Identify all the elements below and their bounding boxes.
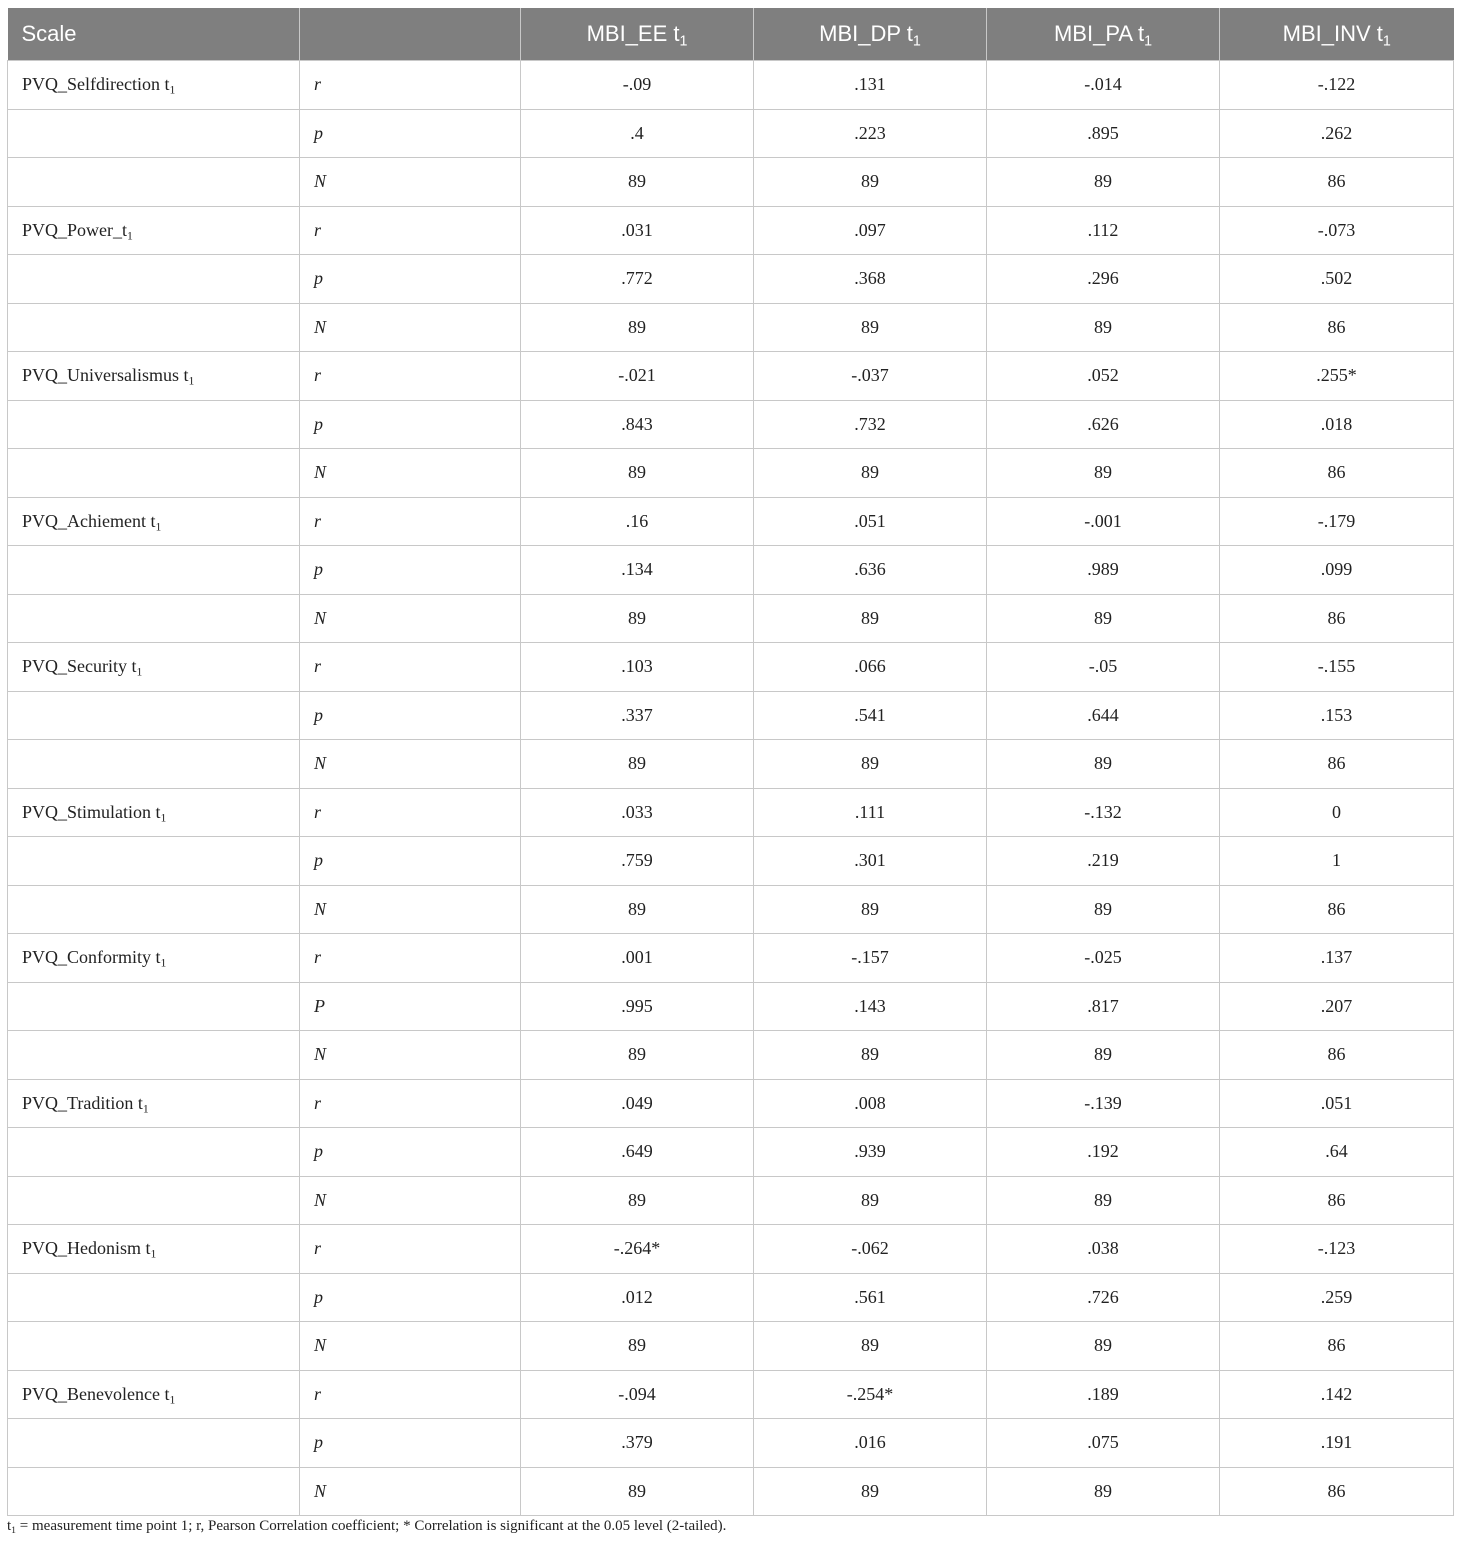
value-cell: 89 xyxy=(521,158,754,207)
table-row xyxy=(8,740,1454,789)
table-row xyxy=(8,1273,1454,1322)
scale-cell xyxy=(8,303,300,352)
scale-cell xyxy=(8,885,300,934)
scale-cell xyxy=(8,788,300,837)
value-cell: .112 xyxy=(987,206,1220,255)
value-cell: .644 xyxy=(987,691,1220,740)
table-row xyxy=(8,1031,1454,1080)
scale-cell xyxy=(8,449,300,498)
value-cell: .052 xyxy=(987,352,1220,401)
value-cell: .137 xyxy=(1220,934,1454,983)
table-row xyxy=(8,885,1454,934)
scale-cell xyxy=(8,1031,300,1080)
value-cell: .259 xyxy=(1220,1273,1454,1322)
value-cell: 89 xyxy=(754,885,987,934)
scale-cell xyxy=(8,1322,300,1371)
value-cell: 89 xyxy=(987,740,1220,789)
stat-label: r xyxy=(300,352,521,401)
value-cell: .368 xyxy=(754,255,987,304)
value-cell: .192 xyxy=(987,1128,1220,1177)
table-row xyxy=(8,1079,1454,1128)
correlation-table-container xyxy=(7,8,1453,1516)
stat-label: r xyxy=(300,1079,521,1128)
scale-cell xyxy=(8,837,300,886)
table-row xyxy=(8,1225,1454,1274)
value-cell: -.122 xyxy=(1220,61,1454,110)
value-cell: .262 xyxy=(1220,109,1454,158)
value-cell: -.025 xyxy=(987,934,1220,983)
value-cell: .189 xyxy=(987,1370,1220,1419)
table-row xyxy=(8,206,1454,255)
scale-label: PVQ_Benevolence t xyxy=(22,1383,170,1404)
value-cell: -.014 xyxy=(987,61,1220,110)
scale-cell xyxy=(8,109,300,158)
value-cell: .732 xyxy=(754,400,987,449)
value-cell: -.05 xyxy=(987,643,1220,692)
value-cell: .219 xyxy=(987,837,1220,886)
stat-label: r xyxy=(300,206,521,255)
table-header-row xyxy=(8,8,1454,61)
table-row xyxy=(8,449,1454,498)
stat-label: r xyxy=(300,643,521,692)
table-body xyxy=(8,61,1454,1516)
value-cell: -.155 xyxy=(1220,643,1454,692)
value-cell: 89 xyxy=(521,449,754,498)
value-cell: .012 xyxy=(521,1273,754,1322)
header-mbi-pa xyxy=(987,8,1220,61)
stat-label: p xyxy=(300,546,521,595)
table-row xyxy=(8,400,1454,449)
value-cell: 89 xyxy=(754,594,987,643)
header-mbi-ee xyxy=(521,8,754,61)
value-cell: 89 xyxy=(754,303,987,352)
table-row xyxy=(8,1322,1454,1371)
scale-cell xyxy=(8,158,300,207)
value-cell: 89 xyxy=(521,594,754,643)
value-cell: .051 xyxy=(1220,1079,1454,1128)
value-cell: -.094 xyxy=(521,1370,754,1419)
header-label: MBI_DP t xyxy=(819,21,913,46)
value-cell: .843 xyxy=(521,400,754,449)
value-cell: .16 xyxy=(521,497,754,546)
value-cell: .075 xyxy=(987,1419,1220,1468)
value-cell: 89 xyxy=(521,1176,754,1225)
value-cell: -.123 xyxy=(1220,1225,1454,1274)
scale-label: PVQ_Hedonism t xyxy=(22,1238,151,1259)
scale-subscript: 1 xyxy=(127,229,133,243)
table-row xyxy=(8,61,1454,110)
value-cell: .038 xyxy=(987,1225,1220,1274)
value-cell: .016 xyxy=(754,1419,987,1468)
scale-cell xyxy=(8,206,300,255)
table-row xyxy=(8,546,1454,595)
stat-label: r xyxy=(300,934,521,983)
value-cell: 89 xyxy=(987,1322,1220,1371)
value-cell: .143 xyxy=(754,982,987,1031)
value-cell: -.073 xyxy=(1220,206,1454,255)
scale-label: PVQ_Conformity t xyxy=(22,947,161,968)
value-cell: .636 xyxy=(754,546,987,595)
value-cell: .018 xyxy=(1220,400,1454,449)
value-cell: 89 xyxy=(754,1467,987,1516)
stat-label: p xyxy=(300,691,521,740)
header-label: MBI_EE t xyxy=(586,21,680,46)
stat-label: N xyxy=(300,1176,521,1225)
value-cell: 86 xyxy=(1220,1467,1454,1516)
stat-label: r xyxy=(300,497,521,546)
scale-cell xyxy=(8,1128,300,1177)
stat-label: P xyxy=(300,982,521,1031)
value-cell: -.157 xyxy=(754,934,987,983)
table-footnote xyxy=(7,1518,726,1535)
value-cell: 89 xyxy=(987,303,1220,352)
value-cell: .111 xyxy=(754,788,987,837)
scale-subscript: 1 xyxy=(188,374,195,388)
value-cell: 89 xyxy=(987,1467,1220,1516)
scale-label: PVQ_Achiement t xyxy=(22,510,156,531)
value-cell: .541 xyxy=(754,691,987,740)
stat-label: r xyxy=(300,1225,521,1274)
value-cell: -.021 xyxy=(521,352,754,401)
scale-cell xyxy=(8,594,300,643)
table-row xyxy=(8,788,1454,837)
scale-cell xyxy=(8,1467,300,1516)
scale-cell xyxy=(8,643,300,692)
value-cell: .817 xyxy=(987,982,1220,1031)
value-cell: 86 xyxy=(1220,1176,1454,1225)
header-mbi-dp xyxy=(754,8,987,61)
scale-cell xyxy=(8,740,300,789)
scale-cell xyxy=(8,255,300,304)
value-cell: -.001 xyxy=(987,497,1220,546)
value-cell: 86 xyxy=(1220,303,1454,352)
value-cell: 89 xyxy=(521,1031,754,1080)
value-cell: 86 xyxy=(1220,594,1454,643)
scale-cell xyxy=(8,1079,300,1128)
scale-label: PVQ_Stimulation t xyxy=(22,801,161,822)
scale-cell xyxy=(8,1419,300,1468)
value-cell: .561 xyxy=(754,1273,987,1322)
value-cell: -.139 xyxy=(987,1079,1220,1128)
stat-label: r xyxy=(300,61,521,110)
value-cell: .296 xyxy=(987,255,1220,304)
value-cell: 89 xyxy=(987,158,1220,207)
table-row xyxy=(8,643,1454,692)
value-cell: .64 xyxy=(1220,1128,1454,1177)
value-cell: 1 xyxy=(1220,837,1454,886)
value-cell: 89 xyxy=(987,594,1220,643)
value-cell: .649 xyxy=(521,1128,754,1177)
value-cell: 89 xyxy=(987,885,1220,934)
value-cell: .939 xyxy=(754,1128,987,1177)
scale-cell xyxy=(8,61,300,110)
header-subscript: 1 xyxy=(1144,33,1153,50)
table-row xyxy=(8,1128,1454,1177)
value-cell: .759 xyxy=(521,837,754,886)
stat-label: p xyxy=(300,1128,521,1177)
stat-label: N xyxy=(300,1322,521,1371)
value-cell: 86 xyxy=(1220,449,1454,498)
scale-label: PVQ_Selfdirection t xyxy=(22,74,170,95)
table-row xyxy=(8,1467,1454,1516)
table-row xyxy=(8,1176,1454,1225)
footnote-text: = measurement time point 1; r, Pearson Correlation coefficient; * Correlation is significant at the 0.05 level (2-tailed). xyxy=(16,1518,727,1534)
scale-subscript: 1 xyxy=(160,811,167,825)
value-cell: .772 xyxy=(521,255,754,304)
value-cell: .001 xyxy=(521,934,754,983)
value-cell: 0 xyxy=(1220,788,1454,837)
scale-cell xyxy=(8,546,300,595)
value-cell: 86 xyxy=(1220,1322,1454,1371)
value-cell: -.132 xyxy=(987,788,1220,837)
table-row xyxy=(8,691,1454,740)
value-cell: .223 xyxy=(754,109,987,158)
value-cell: 89 xyxy=(754,449,987,498)
header-label: MBI_INV t xyxy=(1282,21,1383,46)
stat-label: p xyxy=(300,1273,521,1322)
value-cell: .301 xyxy=(754,837,987,886)
header-subscript: 1 xyxy=(1382,33,1391,50)
value-cell: .134 xyxy=(521,546,754,595)
stat-label: p xyxy=(300,400,521,449)
value-cell: .049 xyxy=(521,1079,754,1128)
value-cell: .031 xyxy=(521,206,754,255)
value-cell: .033 xyxy=(521,788,754,837)
stat-label: N xyxy=(300,449,521,498)
value-cell: -.179 xyxy=(1220,497,1454,546)
table-row xyxy=(8,158,1454,207)
stat-label: N xyxy=(300,1467,521,1516)
scale-label: PVQ_Universalismus t xyxy=(22,365,189,386)
scale-subscript: 1 xyxy=(169,1393,176,1407)
value-cell: 89 xyxy=(987,1176,1220,1225)
stat-label: p xyxy=(300,1419,521,1468)
stat-label: N xyxy=(300,885,521,934)
table-row xyxy=(8,109,1454,158)
table-row xyxy=(8,1370,1454,1419)
value-cell: 89 xyxy=(987,449,1220,498)
value-cell: 86 xyxy=(1220,158,1454,207)
value-cell: .207 xyxy=(1220,982,1454,1031)
value-cell: .337 xyxy=(521,691,754,740)
value-cell: .995 xyxy=(521,982,754,1031)
scale-cell xyxy=(8,1225,300,1274)
value-cell: -.09 xyxy=(521,61,754,110)
value-cell: 89 xyxy=(754,1176,987,1225)
header-label: MBI_PA t xyxy=(1053,21,1145,46)
value-cell: .4 xyxy=(521,109,754,158)
table-row xyxy=(8,1419,1454,1468)
scale-cell xyxy=(8,1370,300,1419)
stat-label: N xyxy=(300,594,521,643)
value-cell: -.264* xyxy=(521,1225,754,1274)
value-cell: .989 xyxy=(987,546,1220,595)
value-cell: 89 xyxy=(521,1467,754,1516)
stat-label: N xyxy=(300,158,521,207)
table-row xyxy=(8,837,1454,886)
table-row xyxy=(8,594,1454,643)
header-scale: Scale xyxy=(8,8,300,61)
stat-label: N xyxy=(300,740,521,789)
value-cell: 89 xyxy=(754,1031,987,1080)
value-cell: .131 xyxy=(754,61,987,110)
value-cell: .895 xyxy=(987,109,1220,158)
scale-cell xyxy=(8,400,300,449)
value-cell: -.254* xyxy=(754,1370,987,1419)
scale-subscript: 1 xyxy=(142,1102,149,1116)
value-cell: .726 xyxy=(987,1273,1220,1322)
footnote-subscript: 1 xyxy=(11,1524,17,1536)
value-cell: 89 xyxy=(754,740,987,789)
footnote-lead: t xyxy=(7,1518,12,1534)
stat-label: p xyxy=(300,837,521,886)
table-row xyxy=(8,982,1454,1031)
value-cell: 89 xyxy=(521,1322,754,1371)
value-cell: 86 xyxy=(1220,1031,1454,1080)
scale-label: PVQ_Tradition t xyxy=(22,1092,143,1113)
correlation-table xyxy=(7,8,1454,1516)
scale-subscript: 1 xyxy=(160,956,167,970)
stat-label: N xyxy=(300,1031,521,1080)
value-cell: .103 xyxy=(521,643,754,692)
scale-cell xyxy=(8,982,300,1031)
scale-cell xyxy=(8,352,300,401)
table-row xyxy=(8,934,1454,983)
value-cell: .191 xyxy=(1220,1419,1454,1468)
scale-cell xyxy=(8,1273,300,1322)
scale-subscript: 1 xyxy=(136,665,143,679)
stat-label: r xyxy=(300,1370,521,1419)
stat-label: p xyxy=(300,255,521,304)
table-row xyxy=(8,352,1454,401)
stat-label: N xyxy=(300,303,521,352)
scale-subscript: 1 xyxy=(169,83,176,97)
scale-subscript: 1 xyxy=(150,1247,157,1261)
stat-label: r xyxy=(300,788,521,837)
value-cell: .051 xyxy=(754,497,987,546)
scale-cell xyxy=(8,934,300,983)
value-cell: .255* xyxy=(1220,352,1454,401)
value-cell: 89 xyxy=(987,1031,1220,1080)
value-cell: .008 xyxy=(754,1079,987,1128)
value-cell: 89 xyxy=(521,885,754,934)
table-row xyxy=(8,497,1454,546)
scale-cell xyxy=(8,497,300,546)
value-cell: 89 xyxy=(754,158,987,207)
scale-cell xyxy=(8,1176,300,1225)
value-cell: .142 xyxy=(1220,1370,1454,1419)
value-cell: 89 xyxy=(754,1322,987,1371)
value-cell: 86 xyxy=(1220,885,1454,934)
header-stat xyxy=(300,8,521,61)
table-row xyxy=(8,303,1454,352)
scale-label: PVQ_Power_t xyxy=(22,219,128,240)
value-cell: 89 xyxy=(521,740,754,789)
value-cell: -.037 xyxy=(754,352,987,401)
header-subscript: 1 xyxy=(912,33,921,50)
value-cell: .153 xyxy=(1220,691,1454,740)
header-subscript: 1 xyxy=(679,33,688,50)
value-cell: -.062 xyxy=(754,1225,987,1274)
scale-subscript: 1 xyxy=(155,520,162,534)
header-mbi-inv xyxy=(1220,8,1454,61)
value-cell: .097 xyxy=(754,206,987,255)
stat-label: p xyxy=(300,109,521,158)
value-cell: .066 xyxy=(754,643,987,692)
value-cell: .099 xyxy=(1220,546,1454,595)
value-cell: .502 xyxy=(1220,255,1454,304)
table-row xyxy=(8,255,1454,304)
scale-label: PVQ_Security t xyxy=(22,656,137,677)
scale-cell xyxy=(8,691,300,740)
value-cell: 86 xyxy=(1220,740,1454,789)
value-cell: 89 xyxy=(521,303,754,352)
value-cell: .379 xyxy=(521,1419,754,1468)
value-cell: .626 xyxy=(987,400,1220,449)
